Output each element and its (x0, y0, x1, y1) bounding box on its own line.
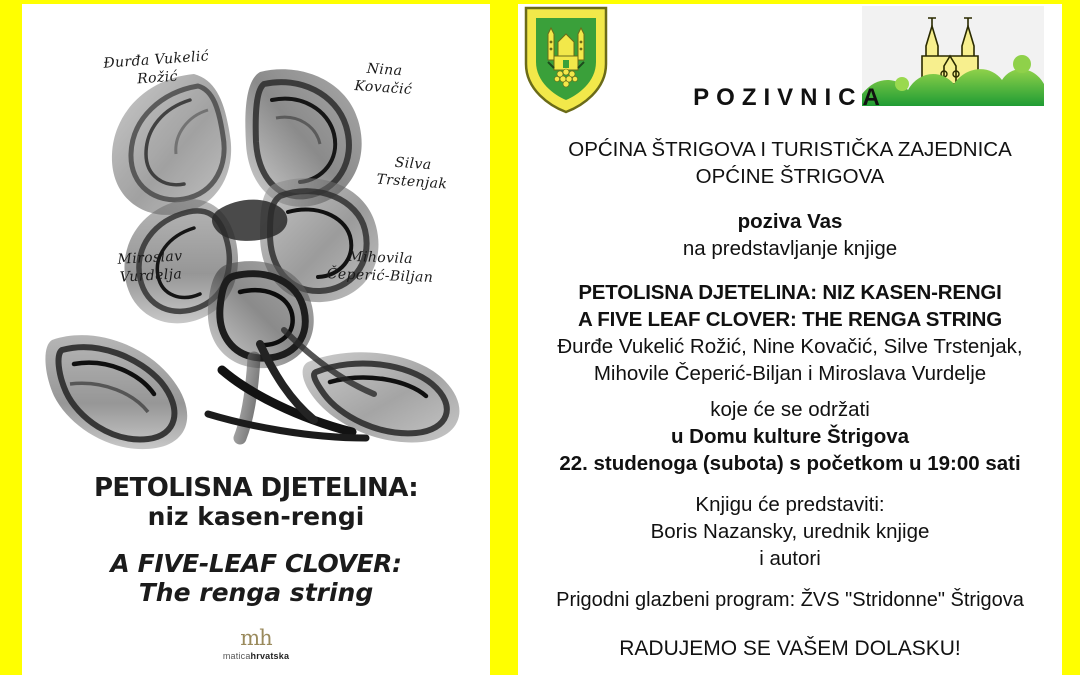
book-title-hr: PETOLISNA DJETELINA: NIZ KASEN-RENGI (578, 281, 1002, 304)
event-venue: u Domu kulture Štrigova (670, 425, 910, 449)
music-program-line: Prigodni glazbeni program: ŽVS "Stridonne" Štrigova (556, 589, 1024, 611)
organizer-block (518, 136, 1062, 190)
book-title-block (518, 279, 1062, 387)
book-authors-line2: Mihovile Čeperić-Biljan i Miroslava Vurdelje (593, 362, 987, 386)
matica-hrvatska-monogram: mh (240, 626, 272, 650)
handwritten-name-trstenjak: Silva Trstenjak (375, 154, 448, 192)
organizer-line1: OPĆINA ŠTRIGOVA I TURISTIČKA ZAJEDNICA (568, 138, 1012, 161)
book-cover-panel (22, 4, 490, 675)
publisher-logo (22, 628, 490, 661)
organizer-line2: OPĆINE ŠTRIGOVA (695, 165, 885, 189)
presenters-label: Knjigu će predstaviti: (695, 493, 885, 516)
event-datetime: 22. studenoga (subota) s početkom u 19:00 sati (559, 452, 1021, 476)
invite-block (518, 208, 1062, 262)
cover-title-line1: PETOLISNA DJETELINA: (93, 473, 419, 503)
event-details-block (518, 396, 1062, 477)
handwritten-name-vukelic: Đurđa Vukelić Rožić (102, 48, 210, 87)
invitation-heading: POZIVNICA (693, 84, 887, 111)
handwritten-name-vurdelja: Miroslav Vurdelja (117, 248, 183, 286)
invite-line1: poziva Vas (737, 210, 843, 233)
cover-title-line3: A FIVE-LEAF CLOVER: (110, 548, 402, 578)
invite-line2: na predstavljanje knjige (682, 237, 898, 261)
presenter-authors: i autori (759, 547, 821, 571)
handwritten-name-kovacic: Nina Kovačić (353, 60, 413, 98)
clover-ink-artwork (22, 14, 490, 469)
presenter-editor: Boris Nazansky, urednik knjige (650, 520, 930, 544)
event-line1: koje će se održati (710, 398, 870, 421)
invitation-panel (518, 4, 1062, 675)
presenters-block (518, 491, 1062, 572)
closing-line: RADUJEMO SE VAŠEM DOLASKU! (619, 637, 961, 660)
handwritten-name-ceperic: Mihovila Čeperić-Biljan (326, 248, 434, 286)
cover-title-line2: niz kasen-rengi (147, 502, 365, 532)
book-title-en: A FIVE LEAF CLOVER: THE RENGA STRING (577, 308, 1003, 332)
publisher-name-light: matica (222, 651, 251, 661)
publisher-name-bold: hrvatska (250, 651, 290, 661)
book-cover-title (22, 474, 490, 607)
book-authors-line1: Đurđe Vukelić Rožić, Nine Kovačić, Silve Trstenjak, (557, 335, 1023, 359)
cover-title-line4: The renga string (138, 577, 374, 607)
publisher-name (22, 651, 490, 661)
